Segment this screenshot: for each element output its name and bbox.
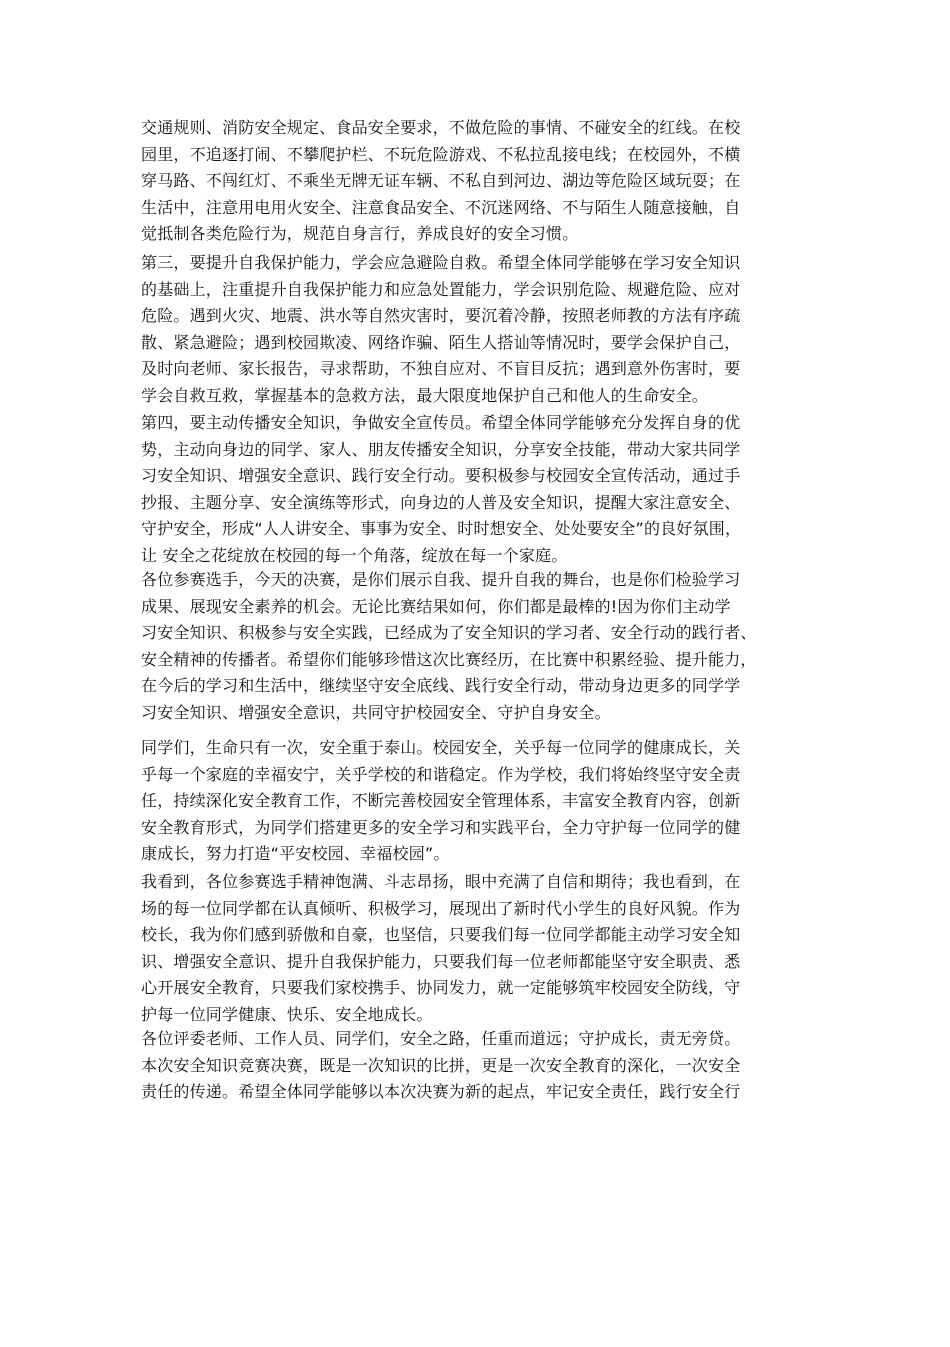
text-line: 康成长，努力打造“平安校园、幸福校园”。 — [141, 844, 450, 863]
text-line: 的基础上，注重提升自我保护能力和应急处置能力，学会识别危险、规避危险、应对 — [141, 279, 741, 299]
text-line: 危险。遇到火灾、地震、洪水等自然灾害时，要沉着冷静，按照老师教的方法有序疏 — [141, 306, 741, 325]
text-line: 心开展安全教育，只要我们家校携手、协同发力，就一定能够筑牢校园安全防线，守 — [141, 978, 741, 997]
text-line: 安全教育形式，为同学们搭建更多的安全学习和实践平台，全力守护每一位同学的健 — [141, 817, 741, 837]
text-line: 交通规则、消防安全规定、食品安全要求，不做危险的事情、不碰安全的红线。在校 — [141, 118, 741, 137]
paragraph-life-safety — [141, 735, 809, 868]
text-line: 任，持续深化安全教育工作，不断完善校园安全管理体系，丰富安全教育内容，创新 — [141, 791, 741, 810]
text-line: 第三，要提升自我保护能力，学会应急避险自救。希望全体同学能够在学习安全知识 — [141, 253, 741, 272]
text-line: 校长，我为你们感到骄傲和自豪，也坚信，只要我们每一位同学都能主动学习安全知 — [141, 925, 741, 944]
text-line: 乎每一个家庭的幸福安宁，关乎学校的和谐稳定。作为学校，我们将始终坚守安全责 — [141, 764, 741, 784]
text-line: 我看到，各位参赛选手精神饱满、斗志昂扬，眼中充满了自信和期待；我也看到，在 — [141, 872, 741, 891]
text-line: 第四，要主动传播安全知识，争做安全宣传员。希望全体同学能够充分发挥自身的优 — [141, 413, 741, 432]
text-line: 同学们，生命只有一次，安全重于泰山。校园安全，关乎每一位同学的健康成长，关 — [141, 738, 741, 757]
text-line: 散、紧急避险；遇到校园欺凌、网络诈骗、陌生人搭讪等情况时，要学会保护自己， — [141, 332, 741, 352]
text-line: 习安全知识、增强安全意识，共同守护校园安全、守护自身安全。 — [141, 702, 611, 722]
paragraph-fourth-point — [141, 410, 809, 569]
text-line: 安全精神的传播者。希望你们能够珍惜这次比赛经历，在比赛中积累经验、提升能力， — [141, 649, 757, 669]
text-line: 习安全知识、增强安全意识、践行安全行动。要积极参与校园安全宣传活动，通过手 — [141, 466, 741, 485]
paragraph-third-point — [141, 250, 809, 409]
text-line: 穿马路、不闯红灯、不乘坐无牌无证车辆、不私自到河边、湖边等危险区域玩耍；在 — [141, 171, 741, 190]
text-line: 园里，不追逐打闹、不攀爬护栏、不玩危险游戏、不私拉乱接电线；在校园外，不横 — [141, 144, 741, 164]
text-line: 觉抵制各类危险行为，规范自身言行，养成良好的安全习惯。 — [141, 224, 579, 243]
text-line: 抄报、主题分享、安全演练等形式，向身边的人普及安全知识，提醒大家注意安全、 — [141, 492, 741, 512]
text-line: 各位参赛选手，今天的决赛，是你们展示自我、提升自我的舞台，也是你们检验学习 — [141, 570, 741, 589]
text-line: 让 安全之花绽放在校园的每一个角落，绽放在每一个家庭。 — [141, 545, 568, 565]
text-line: 本次安全知识竞赛决赛，既是一次知识的比拼，更是一次安全教育的深化，一次安全 — [141, 1055, 741, 1075]
text-line: 护每一位同学健康、快乐、安全地成长。 — [141, 1004, 433, 1024]
text-line: 场的每一位同学都在认真倾听、积极学习，展现出了新时代小学生的良好风貌。作为 — [141, 898, 741, 918]
text-line: 在今后的学习和生活中，继续坚守安全底线、践行安全行动，带动身边更多的同学学 — [141, 676, 741, 695]
paragraph-closing — [141, 1026, 809, 1106]
paragraph-traffic-rules — [141, 115, 809, 248]
text-line: 及时向老师、家长报告，寻求帮助，不独自应对、不盲目反抗；遇到意外伤害时，要 — [141, 359, 741, 378]
text-line: 学会自救互救，掌握基本的急救方法，最大限度地保护自己和他人的生命安全。 — [141, 385, 709, 405]
text-line: 责任的传递。希望全体同学能够以本次决赛为新的起点，牢记安全责任，践行安全行 — [141, 1082, 741, 1101]
text-line: 习安全知识、积极参与安全实践，已经成为了安全知识的学习者、安全行动的践行者、 — [141, 623, 757, 642]
paragraph-contestants — [141, 567, 809, 726]
text-line: 各位评委老师、工作人员、同学们，安全之路，任重而道远；守护成长，责无旁贷。 — [141, 1029, 741, 1048]
text-line: 势，主动向身边的同学、家人、朋友传播安全知识，分享安全技能，带动大家共同学 — [141, 439, 741, 459]
text-line: 守护安全，形成“人人讲安全、事事为安全、时时想安全、处处要安全”的良好氛围， — [141, 519, 742, 538]
paragraph-principal-view — [141, 869, 809, 1028]
text-line: 生活中，注意用电用火安全、注意食品安全、不沉迷网络、不与陌生人随意接触，自 — [141, 197, 741, 217]
text-line: 成果、展现安全素养的机会。无论比赛结果如何，你们都是最棒的!因为你们主动学 — [141, 596, 731, 616]
text-line: 识、增强安全意识、提升自我保护能力，只要我们每一位老师都能坚守安全职责、悉 — [141, 951, 741, 971]
